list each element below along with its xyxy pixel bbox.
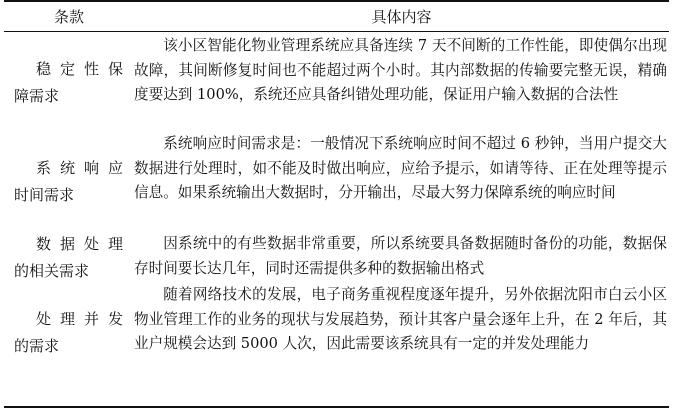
row-content: 该小区智能化物业管理系统应具备连续 7 天不间断的工作性能，即使偶尔出现故障，其间断修复时间也不能超过两个小时。其内部数据的传输要完整无误，精确度要达到 100%，系统还应具备纠错处理功能，保证用户输入数据的合法性 <box>134 37 667 103</box>
row-label <box>4 283 134 383</box>
row-content: 因系统中的有些数据非常重要，所以系统要具备数据随时备份的功能，数据保存时间要长达几年，同时还需提供多种的数据输出格式 <box>134 235 667 277</box>
row-label-line1: 系统响应 <box>36 159 133 177</box>
row-content: 系统响应时间需求是：一般情况下系统响应时间不超过 6 秒钟，当用户提交大数据进行处理时，如不能及时做出响应，应给予提示，如请等待、正在处理等提示信息。如果系统输出大数据时，分开输出，尽最大努力保障系统的响应时间 <box>134 135 667 201</box>
row-label-line1: 稳定性保 <box>36 60 133 78</box>
row-content: 随着网络技术的发展，电子商务重视程度逐年提升，另外依据沈阳市白云小区物业管理工作的业务的现状与发展趋势，预计其客户量会逐年上升，在 2 年后，其业户规模会达到 5000 人次，因此需要该系统具有一定的并发处理能力 <box>134 286 667 352</box>
table-top-rule <box>4 0 669 2</box>
table-row <box>4 34 669 132</box>
row-label <box>4 34 134 132</box>
row-label-line1: 处理并发 <box>36 310 133 328</box>
table-row <box>4 232 669 283</box>
table-header-rule <box>4 31 669 32</box>
table-row <box>4 132 669 232</box>
table-row <box>4 283 669 383</box>
row-label-line2: 时间需求 <box>14 186 75 204</box>
row-label <box>4 232 134 283</box>
row-label-line2: 的相关需求 <box>14 261 90 280</box>
row-label-line2: 的需求 <box>14 337 60 355</box>
row-label-line2: 障需求 <box>14 87 60 105</box>
row-label-line1: 数据处理 <box>36 234 133 253</box>
table-bottom-rule <box>4 406 669 408</box>
row-label <box>4 132 134 232</box>
table-body <box>4 34 669 383</box>
header-clause: 条款 <box>53 8 84 26</box>
table-header-row <box>4 4 669 30</box>
header-content: 具体内容 <box>371 8 432 26</box>
